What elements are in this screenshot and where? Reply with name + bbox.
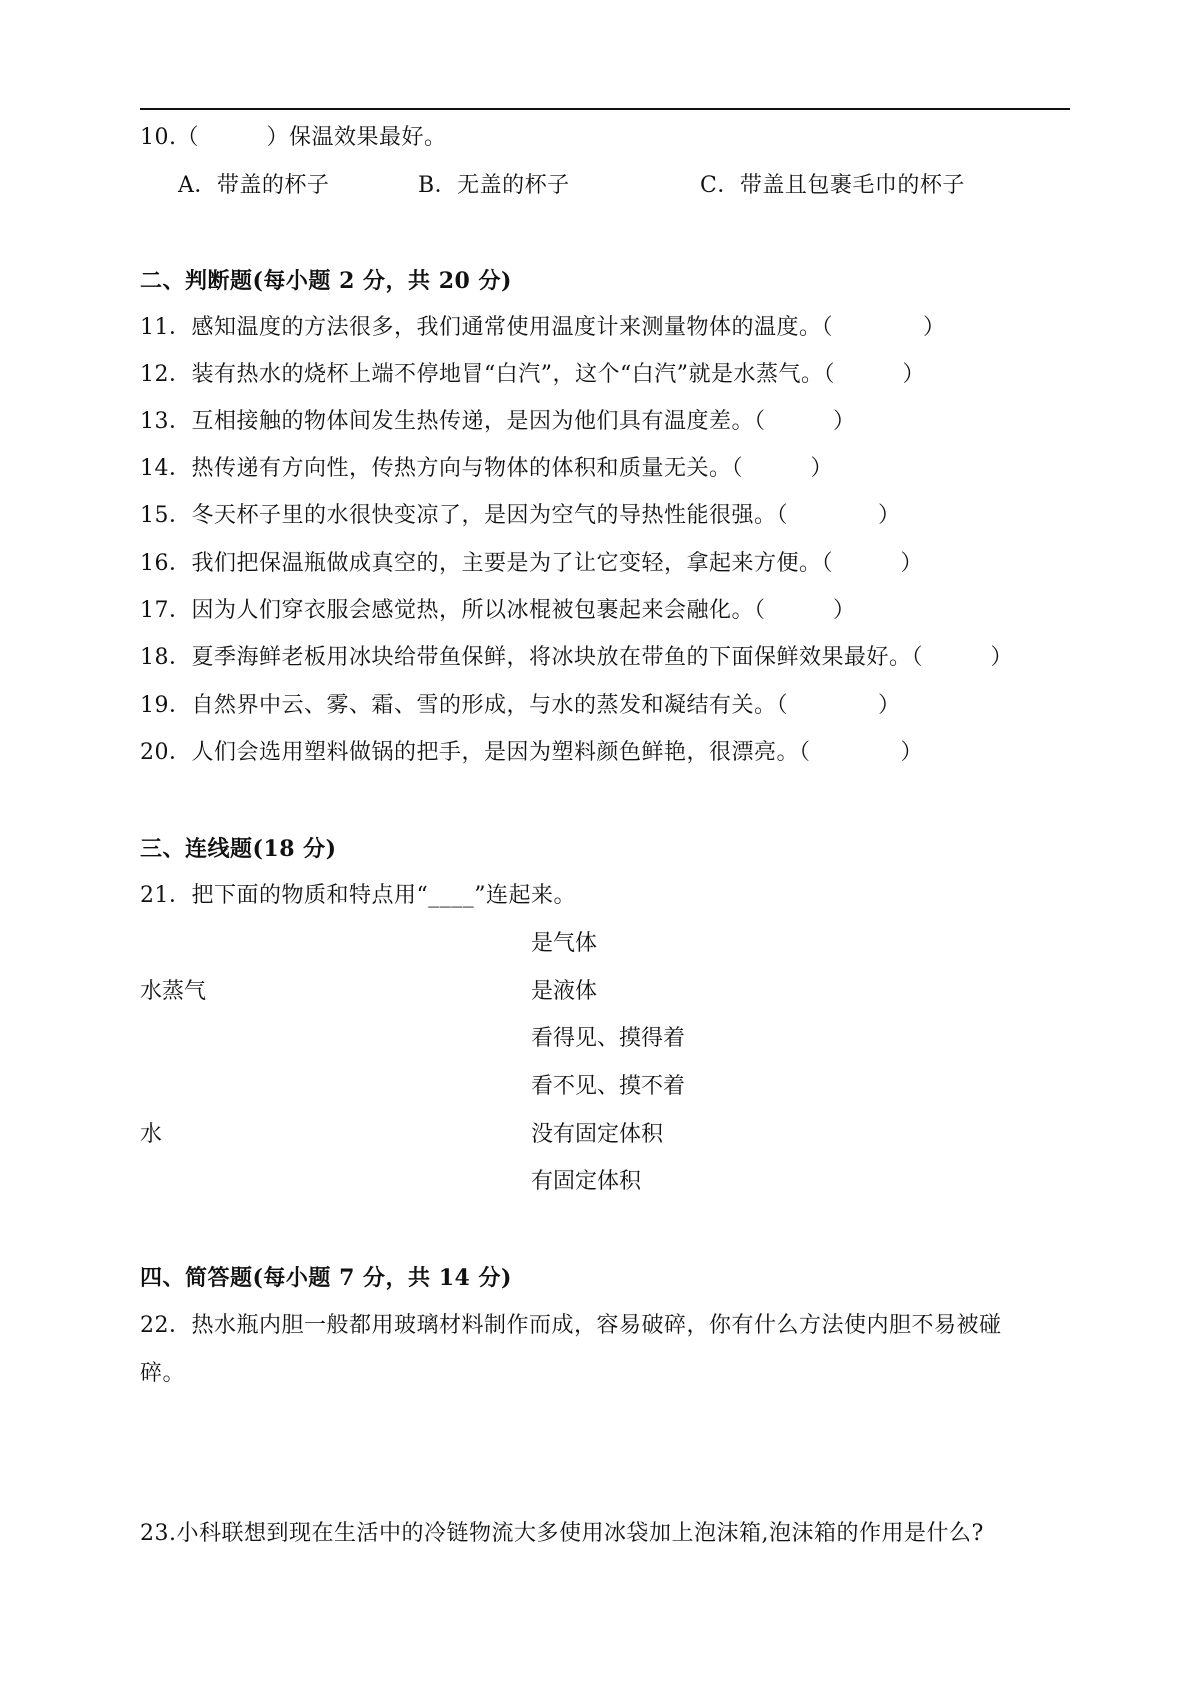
question-12: 12．装有热水的烧杯上端不停地冒“白汽”，这个“白汽”就是水蒸气。（ ） xyxy=(140,362,925,387)
question-20: 20．人们会选用塑料做锅的把手，是因为塑料颜色鲜艳，很漂亮。（ ） xyxy=(140,740,923,765)
match-left-item-1: 水蒸气 xyxy=(140,979,207,1004)
header-rule xyxy=(140,108,1070,110)
question-16: 16．我们把保温瓶做成真空的，主要是为了让它变轻，拿起来方便。（ ） xyxy=(140,551,923,576)
question-18: 18．夏季海鲜老板用冰块给带鱼保鲜，将冰块放在带鱼的下面保鲜效果最好。（ ） xyxy=(140,645,1013,670)
question-10-option-c: C．带盖且包裹毛巾的杯子 xyxy=(700,173,965,198)
question-13: 13．互相接触的物体间发生热传递，是因为他们具有温度差。（ ） xyxy=(140,409,856,434)
question-14: 14．热传递有方向性，传热方向与物体的体积和质量无关。（ ） xyxy=(140,456,833,481)
question-23: 23.小科联想到现在生活中的冷链物流大多使用冰袋加上泡沫箱,泡沫箱的作用是什么? xyxy=(140,1521,984,1546)
question-22-line-2: 碎。 xyxy=(140,1361,186,1386)
question-10-option-a: A．带盖的杯子 xyxy=(178,173,330,198)
match-right-item-1: 是气体 xyxy=(531,931,598,956)
section-3-title: 三、连线题(18 分) xyxy=(140,836,337,862)
question-17: 17．因为人们穿衣服会感觉热，所以冰棍被包裹起来会融化。（ ） xyxy=(140,598,856,623)
match-left-item-2: 水 xyxy=(140,1122,163,1147)
section-4-title: 四、简答题(每小题 7 分，共 14 分) xyxy=(140,1265,512,1291)
match-right-item-2: 是液体 xyxy=(531,979,598,1004)
match-right-item-4: 看不见、摸不着 xyxy=(531,1074,686,1099)
question-10: 10.（ ）保温效果最好。 xyxy=(140,125,447,150)
question-11: 11．感知温度的方法很多，我们通常使用温度计来测量物体的温度。（ ） xyxy=(140,315,946,340)
question-22-line-1: 22．热水瓶内胆一般都用玻璃材料制作而成，容易破碎，你有什么方法使内胆不易被碰 xyxy=(140,1313,1002,1338)
match-right-item-6: 有固定体积 xyxy=(531,1169,642,1194)
section-2-title: 二、判断题(每小题 2 分，共 20 分) xyxy=(140,268,512,294)
question-19: 19．自然界中云、雾、霜、雪的形成，与水的蒸发和凝结有关。（ ） xyxy=(140,693,901,718)
question-10-option-b: B．无盖的杯子 xyxy=(418,173,570,198)
question-15: 15．冬天杯子里的水很快变凉了，是因为空气的导热性能很强。（ ） xyxy=(140,503,901,528)
match-right-item-5: 没有固定体积 xyxy=(531,1122,664,1147)
match-right-item-3: 看得见、摸得着 xyxy=(531,1026,686,1051)
question-21: 21．把下面的物质和特点用“____”连起来。 xyxy=(140,883,576,908)
